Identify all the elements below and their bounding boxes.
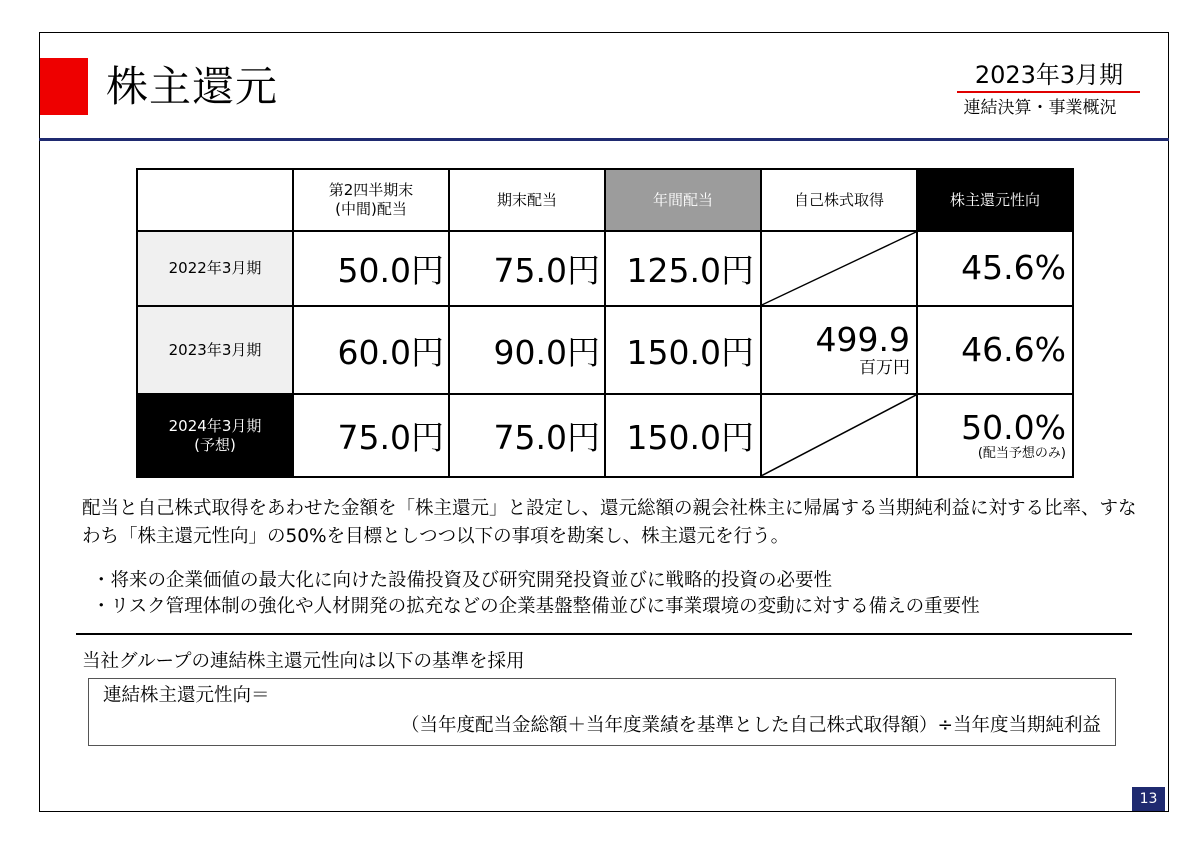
- page-title: 株主還元: [106, 62, 279, 111]
- interim-value: 75.0円: [293, 394, 449, 477]
- table-header-row: [137, 169, 1073, 231]
- formula-label: 連結株主還元性向＝: [103, 685, 270, 706]
- table-row: [137, 394, 1073, 477]
- interim-value: 60.0円: [293, 306, 449, 395]
- section-divider: [76, 633, 1132, 635]
- policy-paragraph: 配当と自己株式取得をあわせた金額を「株主還元」と設定し、還元総額の親会社株主に帰属する当期純利益に対する比率、すなわち「株主還元性向」の50%を目標としつつ以下の事項を勘案し、株主還元を行う。: [82, 498, 1137, 547]
- header-interim: 第2四半期末 (中間)配当: [293, 169, 449, 231]
- basis-heading: 当社グループの連結株主還元性向は以下の基準を採用: [82, 651, 525, 672]
- ratio-value: 46.6%: [961, 330, 1066, 370]
- ratio-cell: [917, 306, 1073, 395]
- header-year-end: 期末配当: [449, 169, 605, 231]
- section-subtitle: 連結決算・事業概況: [963, 98, 1117, 118]
- period-underline: [957, 91, 1140, 93]
- fiscal-period: 2023年3月期: [974, 61, 1124, 89]
- header-divider: [39, 138, 1169, 141]
- header-blank: [137, 169, 293, 231]
- header-return-ratio: 株主還元性向: [917, 169, 1073, 231]
- dividend-table: [136, 168, 1074, 478]
- header-buyback: 自己株式取得: [761, 169, 917, 231]
- ratio-cell: [917, 231, 1073, 306]
- buyback-empty-cell: [761, 394, 917, 477]
- interim-value: 50.0円: [293, 231, 449, 306]
- ratio-value: 50.0%: [961, 407, 1066, 447]
- header-annual: 年間配当: [605, 169, 761, 231]
- annual-value: 150.0円: [605, 306, 761, 395]
- title-marker: [40, 58, 88, 115]
- row-label: 2024年3月期 (予想): [137, 394, 293, 477]
- ratio-value: 45.6%: [961, 248, 1066, 288]
- year-end-value: 90.0円: [449, 306, 605, 395]
- diagonal-slash: [762, 232, 916, 305]
- table-row: [137, 306, 1073, 395]
- row-label: 2023年3月期: [137, 306, 293, 395]
- list-item: ・将来の企業価値の最大化に向けた設備投資及び研究開発投資並びに戦略的投資の必要性: [92, 570, 833, 591]
- buyback-value: 499.9: [815, 320, 910, 360]
- formula-box: [88, 678, 1116, 746]
- year-end-value: 75.0円: [449, 394, 605, 477]
- diagonal-slash: [762, 395, 916, 476]
- ratio-note: (配当予想のみ): [977, 445, 1066, 461]
- page-number: 13: [1132, 787, 1165, 811]
- year-end-value: 75.0円: [449, 231, 605, 306]
- table-row: [137, 231, 1073, 306]
- buyback-empty-cell: [761, 231, 917, 306]
- row-label: 2022年3月期: [137, 231, 293, 306]
- ratio-cell: [917, 394, 1073, 477]
- formula-expression: （当年度配当金総額＋当年度業績を基準とした自己株式取得額）÷当年度当期純利益: [400, 715, 1101, 736]
- buyback-cell: [761, 306, 917, 395]
- buyback-unit: 百万円: [859, 358, 910, 379]
- list-item: ・リスク管理体制の強化や人材開発の拡充などの企業基盤整備並びに事業環境の変動に対する備えの重要性: [92, 596, 980, 617]
- considerations-list: [92, 568, 1152, 620]
- annual-value: 150.0円: [605, 394, 761, 477]
- annual-value: 125.0円: [605, 231, 761, 306]
